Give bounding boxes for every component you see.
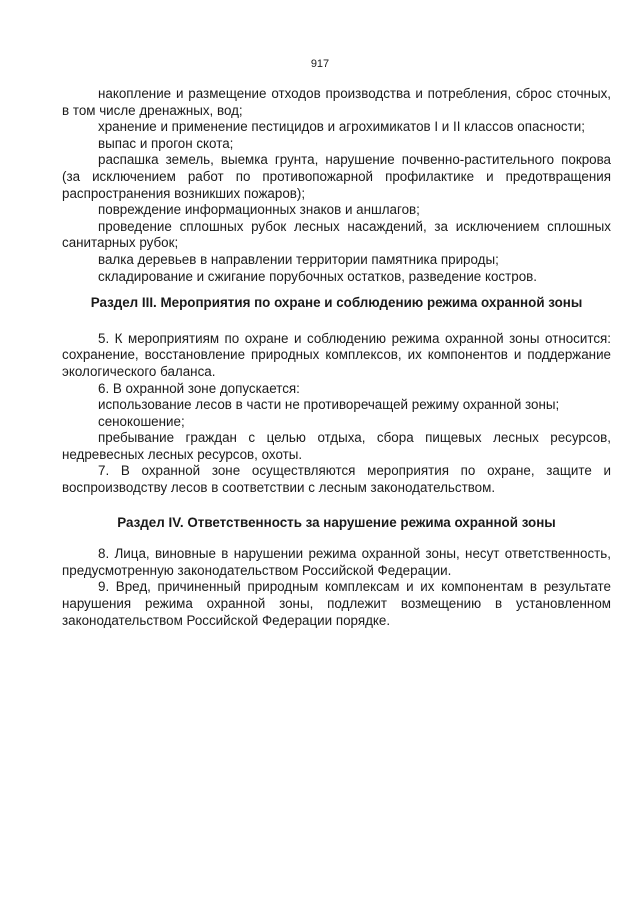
paragraph: 7. В охранной зоне осуществляются мероприятия по охране, защите и воспроизводству лесов в соответствии с лесным законодательством.: [62, 463, 611, 496]
paragraph: 9. Вред, причиненный природным комплексам и их компонентам в результате нарушения режима охранной зоны, подлежит возмещению в установленном законодательством Российской Федерации порядке.: [62, 579, 611, 628]
page-number: 917: [310, 58, 330, 70]
paragraph: 6. В охранной зоне допускается:: [98, 380, 300, 396]
paragraph: сенокошение;: [98, 413, 185, 429]
document-body: [62, 86, 611, 629]
paragraph: использование лесов в части не противоречащей режиму охранной зоны;: [98, 397, 560, 413]
list-item: проведение сплошных рубок лесных насаждений, за исключением сплошных санитарных рубок;: [62, 218, 611, 251]
list-item: складирование и сжигание порубочных остатков, разведение костров.: [98, 268, 537, 284]
list-item: накопление и размещение отходов производства и потребления, сброс сточных, в том числе дренажных, вод;: [62, 86, 611, 118]
paragraph: пребывание граждан с целью отдыха, сбора пищевых лесных ресурсов, недревесных лесных ресурсов, охоты.: [62, 430, 611, 462]
list-item: выпас и прогон скота;: [98, 135, 234, 151]
section-heading: Раздел III. Мероприятия по охране и соблюдению режима охранной зоны: [90, 295, 583, 311]
paragraph: 8. Лица, виновные в нарушении режима охранной зоны, несут ответственность, предусмотренную законодательством Российской Федерации.: [62, 546, 611, 578]
list-item: повреждение информационных знаков и аншлагов;: [98, 202, 420, 218]
list-item: распашка земель, выемка грунта, нарушение почвенно-растительного покрова (за исключением работ по противопожарной профилактике и предотвращения распространения возникших пожаров);: [62, 152, 611, 201]
list-item: валка деревьев в направлении территории памятника природы;: [98, 251, 499, 267]
list-item: хранение и применение пестицидов и агрохимикатов I и II классов опасности;: [98, 119, 585, 135]
section-heading: Раздел IV. Ответственность за нарушение режима охранной зоны: [117, 514, 556, 530]
paragraph: 5. К мероприятиям по охране и соблюдению режима охранной зоны относится: сохранение, восстановление природных комплексов, их компонентов и поддержание экологического баланса.: [62, 330, 611, 379]
